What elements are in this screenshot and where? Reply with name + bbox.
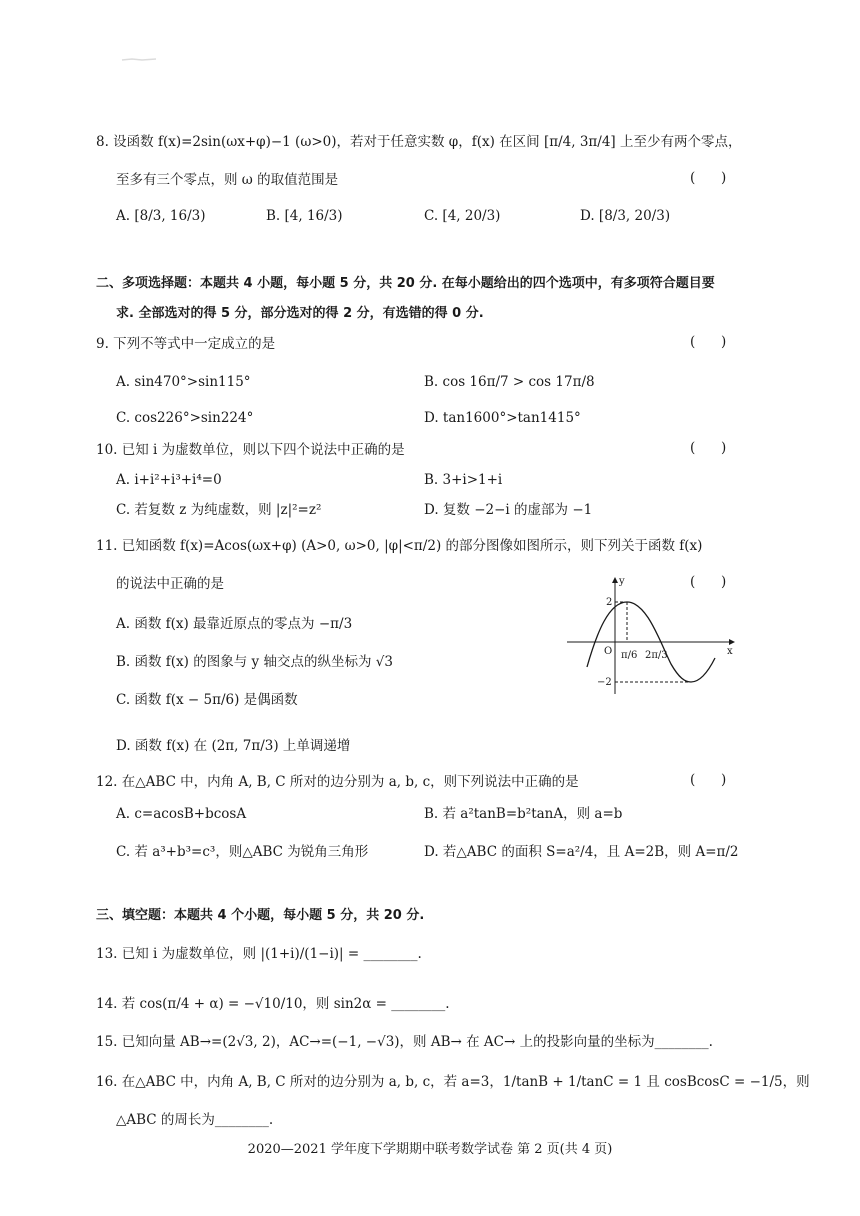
q9-option-b: B. cos 16π/7 > cos 17π/8: [424, 374, 595, 390]
q12-answer-paren: ( ): [690, 772, 727, 788]
y-tick-neg2: −2: [597, 677, 612, 688]
q11-option-c: C. 函数 f(x − 5π/6) 是偶函数: [116, 692, 298, 708]
q12-option-d: D. 若△ABC 的面积 S=a²/4，且 A=2B，则 A=π/2: [424, 844, 739, 860]
q12-option-c: C. 若 a³+b³=c³，则△ABC 为锐角三角形: [116, 844, 369, 860]
q16-text-line1: 16. 在△ABC 中，内角 A, B, C 所对的边分别为 a, b, c，若 a=3，1/tanB + 1/tanC = 1 且 cosBcosC = −1/5，则: [96, 1074, 810, 1090]
y-axis-arrow: [612, 577, 618, 583]
q13-text: 13. 已知 i 为虚数单位，则 |(1+i)/(1−i)| = ________.: [96, 946, 422, 962]
q11-function-graph: [565, 572, 740, 697]
q8-stem-line1: 8. 设函数 f(x)=2sin(ωx+φ)−1 (ω>0)，若对于任意实数 φ，f(x) 在区间 [π/4, 3π/4] 上至少有两个零点，: [96, 134, 742, 150]
x-tick-2pi-over-3: 2π/3: [645, 650, 668, 661]
y-axis-label: y: [619, 576, 625, 587]
q9-stem: 9. 下列不等式中一定成立的是: [96, 336, 276, 352]
q15-text: 15. 已知向量 AB→=(2√3, 2)，AC→=(−1, −√3)，则 AB→ 在 AC→ 上的投影向量的坐标为________.: [96, 1034, 713, 1050]
q10-option-d: D. 复数 −2−i 的虚部为 −1: [424, 502, 593, 518]
q11-stem-line1: 11. 已知函数 f(x)=Acos(ωx+φ) (A>0, ω>0, |φ|<π/2) 的部分图像如图所示，则下列关于函数 f(x): [96, 538, 703, 554]
q8-stem-line2: 至多有三个零点，则 ω 的取值范围是: [116, 172, 339, 188]
q9-option-c: C. cos226°>sin224°: [116, 410, 254, 426]
q14-text: 14. 若 cos(π/4 + α) = −√10/10，则 sin2α = ________.: [96, 996, 450, 1012]
q10-option-b: B. 3+i>1+i: [424, 472, 503, 488]
x-tick-pi-over-6: π/6: [621, 650, 638, 661]
q12-option-a: A. c=acosB+bcosA: [116, 806, 247, 822]
q8-option-d: D. [8/3, 20/3): [580, 208, 671, 224]
q8-answer-paren: ( ): [690, 170, 727, 186]
q9-option-d: D. tan1600°>tan1415°: [424, 410, 581, 426]
section2-heading-line1: 二、多项选择题：本题共 4 小题，每小题 5 分，共 20 分. 在每小题给出的四个选项中，有多项符合题目要: [96, 276, 715, 291]
q16-text-line2: △ABC 的周长为________.: [116, 1112, 274, 1128]
q10-option-c: C. 若复数 z 为纯虚数，则 |z|²=z²: [116, 502, 322, 518]
x-axis-label: x: [727, 646, 733, 657]
q9-option-a: A. sin470°>sin115°: [116, 374, 251, 390]
q11-answer-paren: ( ): [690, 574, 727, 590]
section2-heading-line2: 求. 全部选对的得 5 分，部分选对的得 2 分，有选错的得 0 分.: [116, 306, 484, 321]
q10-stem: 10. 已知 i 为虚数单位，则以下四个说法中正确的是: [96, 442, 405, 458]
q10-option-a: A. i+i²+i³+i⁴=0: [116, 472, 222, 488]
scan-mark: [120, 56, 160, 62]
q8-option-c: C. [4, 20/3): [424, 208, 501, 224]
origin-label: O: [604, 646, 613, 657]
q11-option-b: B. 函数 f(x) 的图象与 y 轴交点的纵坐标为 √3: [116, 654, 393, 670]
page-footer: 2020—2021 学年度下学期期中联考数学试卷 第 2 页(共 4 页): [247, 1142, 613, 1157]
q11-option-d: D. 函数 f(x) 在 (2π, 7π/3) 上单调递增: [116, 738, 351, 754]
q12-stem: 12. 在△ABC 中，内角 A, B, C 所对的边分别为 a, b, c，则下列说法中正确的是: [96, 774, 579, 790]
q8-option-a: A. [8/3, 16/3): [116, 208, 206, 224]
q8-option-b: B. [4, 16/3): [266, 208, 343, 224]
q12-option-b: B. 若 a²tanB=b²tanA，则 a=b: [424, 806, 623, 822]
q11-option-a: A. 函数 f(x) 最靠近原点的零点为 −π/3: [116, 616, 353, 632]
y-tick-2: 2: [606, 597, 613, 608]
q11-stem-line2: 的说法中正确的是: [116, 576, 224, 592]
q9-answer-paren: ( ): [690, 334, 727, 350]
section3-heading: 三、填空题：本题共 4 个小题，每小题 5 分，共 20 分.: [96, 908, 425, 923]
x-axis-arrow: [729, 639, 735, 645]
q10-answer-paren: ( ): [690, 440, 727, 456]
